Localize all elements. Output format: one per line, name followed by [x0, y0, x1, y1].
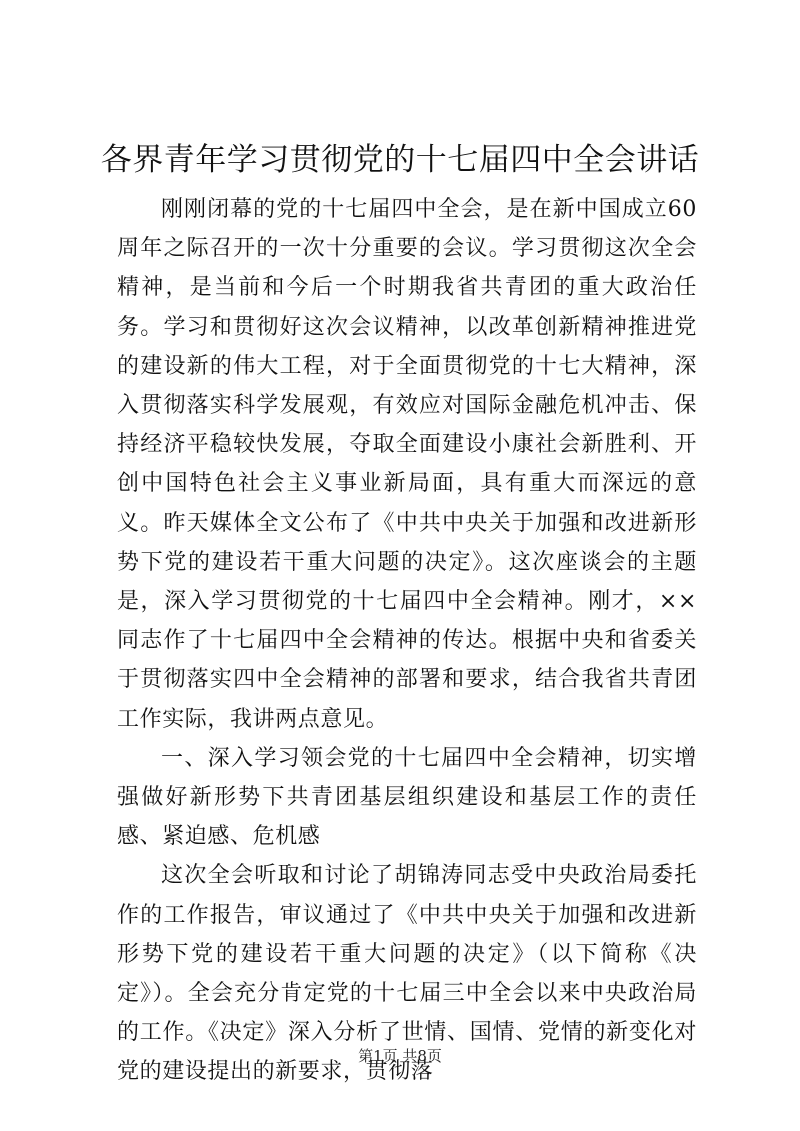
document-body — [117, 190, 697, 1092]
document-title: 各界青年学习贯彻党的十七届四中全会讲话 — [100, 142, 700, 178]
page-number-footer: 第1页 共8页 — [358, 1047, 442, 1065]
paragraph-intro: 刚刚闭幕的党的十七届四中全会，是在新中国成立60周年之际召开的一次十分重要的会议。学习贯彻这次全会精神，是当前和今后一个时期我省共青团的重大政治任务。学习和贯彻好这次会议精神，以改革创新精神推进党的建设新的伟大工程，对于全面贯彻党的十七大精神，深入贯彻落实科学发展观，有效应对国际金融危机冲击、保持经济平稳较快发展，夺取全面建设小康社会新胜利、开创中国特色社会主义事业新局面，具有重大而深远的意义。昨天媒体全文公布了《中共中央关于加强和改进新形势下党的建设若干重大问题的决定》。这次座谈会的主题是，深入学习贯彻党的十七届四中全会精神。刚才，××同志作了十七届四中全会精神的传达。根据中央和省委关于贯彻落实四中全会精神的部署和要求，结合我省共青团工作实际，我讲两点意见。 — [117, 197, 697, 732]
paragraph-section-1: 这次全会听取和讨论了胡锦涛同志受中央政治局委托作的工作报告，审议通过了《中共中央关于加强和改进新形势下党的建设若干重大问题的决定》（以下简称《决定》）。全会充分肯定党的十七届三中全会以来中央政治局的工作。《决定》深入分析了世情、国情、党情的新变化对党的建设提出的新要求，贯彻落 — [117, 863, 697, 1085]
section-heading-1: 一、深入学习领会党的十七届四中全会精神，切实增强做好新形势下共青团基层组织建设和基层工作的责任感、紧迫感、危机感 — [117, 745, 697, 850]
